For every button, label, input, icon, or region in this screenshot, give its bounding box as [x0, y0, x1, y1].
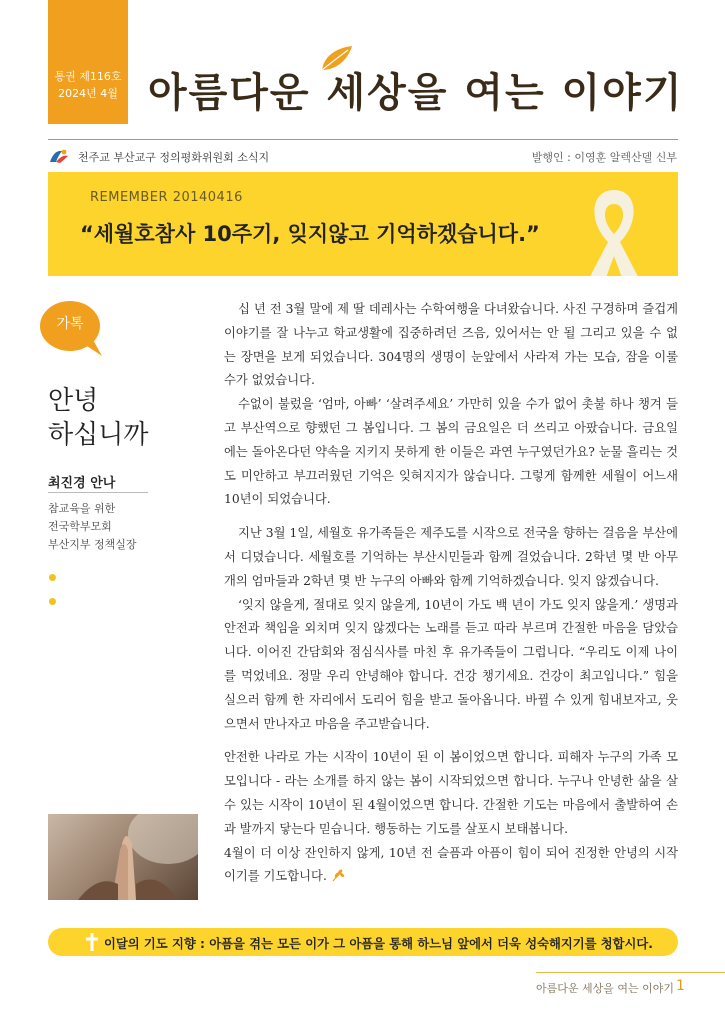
header-rule: [48, 139, 678, 140]
footer-title: 아름다운 세상을 여는 이야기: [536, 982, 675, 995]
article-paragraph: 안전한 나라로 가는 시작이 10년이 된 이 봄이었으면 합니다. 피해자 누구의 가족 모모입니다 - 라는 소개를 하지 않는 봄이 시작되었으면 합니다. 누구나 안녕한 삶을 살 수 있는 시작이 10년이 된 4월이었으면 합니다. 간절한 기도는 마음에서 출발하여 손과 발까지 닿는다 믿습니다. 행동하는 기도를 살포시 보태봅니다.: [224, 750, 678, 836]
page-number: 1: [676, 978, 685, 994]
bullet-dot: [49, 574, 56, 581]
author-divider: [48, 492, 148, 493]
banner-remember-date: REMEMBER 20140416: [90, 190, 243, 205]
publisher-name: 발행인 : 이영훈 알렉산델 신부: [531, 151, 677, 164]
article-paragraph-last: [224, 842, 678, 890]
prayer-intention-text: 이달의 기도 지향 : 아픔을 겪는 모든 이가 그 아픔을 통해 하느님 앞에서 더욱 성숙해지기를 청합시다.: [104, 937, 653, 951]
masthead-title: 아름다운 세상을 여는 이야기: [148, 69, 684, 116]
article-paragraph: 수없이 불렀을 ‘엄마, 아빠’ ‘살려주세요’ 가만히 있을 수가 없어 촛불 하나 챙겨 들고 부산역으로 향했던 그 봄입니다. 그 봄의 금요일은 더 쓰리고 아팠습니다. 금요일에는 돌아온다던 약속을 지키지 못하게 한 이들은 과연 누구였던가요? 눈물 흘리는 것도 미안하고 부끄러웠던 기억은 잊혀지지가 않습니다. 그렇게 함께한 세월이 어느새 10년이 되었습니다.: [224, 397, 678, 507]
issue-badge: [48, 0, 128, 124]
category-label: 가톡: [56, 316, 84, 332]
prayer-intention-bar: [48, 928, 678, 956]
article-closing-text: 4월이 더 이상 잔인하지 않게, 10년 전 슬픔과 아픔이 힘이 되어 진정한 안녕의 시작이기를 기도합니다.: [224, 845, 678, 884]
issue-number: 통권 제116호: [54, 70, 122, 83]
author-name: 최진경 안나: [48, 476, 116, 491]
article-paragraph: ‘잊지 않을게, 절대로 잊지 않을게, 10년이 가도 백 년이 가도 잊지 않을게.’ 생명과 안전과 책임을 외치며 잊지 않겠다는 노래를 듣고 따라 부르며 간절한 마음을 담았습니다. 이어진 간담회와 점심식사를 마친 후 유가족들이 그럽니다. “우리도 이제 나이를 먹었네요. 정말 우리 안녕해야 합니다. 건강 챙기세요. 건강이 최고입니다.” 힘을 실으러 함께 한 자리에서 도리어 힘을 받고 돌아옵니다. 바뀔 수 있게 힘내보자고, 웃으면서 만나자고 마음을 주고받습니다.: [224, 597, 678, 731]
article-title: [48, 384, 198, 452]
author-role-line: 전국학부모회: [48, 520, 112, 533]
article-paragraph: 십 년 전 3월 말에 제 딸 데레사는 수학여행을 다녀왔습니다. 사진 구경하며 즐겁게 이야기를 잘 나누고 학교생활에 집중하려던 즈음, 있어서는 안 될 그리고 있을 수 없는 장면을 보게 되었습니다. 304명의 생명이 눈앞에서 사라져 가는 모습, 잠을 이룰 수가 없었습니다.: [224, 302, 678, 388]
article-body: [224, 298, 678, 889]
remember-banner: [48, 172, 678, 276]
author-role-line: 부산지부 정책실장: [48, 538, 137, 551]
praying-hands-icon: [48, 814, 198, 900]
wheat-icon: [331, 868, 345, 882]
article-title-line1: 안녕: [48, 386, 99, 416]
author-role: [48, 500, 208, 554]
bullet-dot: [49, 598, 56, 605]
jpcb-logo-icon: [48, 148, 70, 166]
publication-name: 천주교 부산교구 정의평화위원회 소식지: [78, 151, 270, 164]
article-title-line2: 하십니까: [48, 420, 149, 450]
praying-hands-photo: [48, 814, 198, 900]
footer-rule: [536, 972, 725, 973]
yellow-ribbon-icon: [568, 182, 660, 276]
issue-date: 2024년 4월: [58, 87, 118, 100]
cross-icon: [84, 932, 100, 952]
author-role-line: 참교육을 위한: [48, 502, 116, 515]
article-paragraph: 지난 3월 1일, 세월호 유가족들은 제주도를 시작으로 전국을 향하는 걸음을 부산에서 디뎠습니다. 세월호를 기억하는 부산시민들과 함께 걸었습니다. 2학년 몇 반 아무개의 엄마들과 2학년 몇 반 누구의 아빠와 함께 기억하겠습니다. 잊지 않겠습니다.: [224, 526, 678, 588]
banner-headline: “세월호참사 10주기, 잊지않고 기억하겠습니다.”: [80, 222, 540, 246]
